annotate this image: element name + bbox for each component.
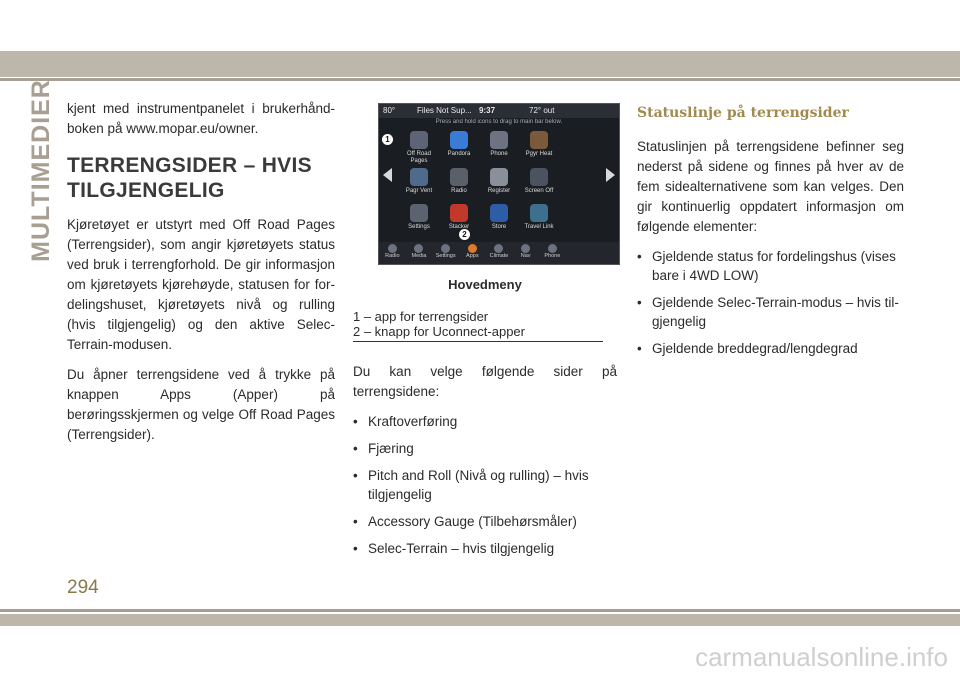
- list-intro: Du kan velge følgende sider på terrengsidene:: [353, 364, 617, 399]
- app-tile-icon: [570, 204, 588, 222]
- app-tile-icon: [450, 131, 468, 149]
- paragraph-status-bar: Statuslinjen på terrengsidene befinner seg nederst på sidene og finnes på hver av de fem sidealternativene som kan velges. Den gir kontinuerlig oppdatert informasjon om følgende elementer:: [637, 139, 904, 234]
- list-item: • Pitch and Roll (Nivå og rulling) – hvis tilgjengelig: [353, 466, 617, 504]
- dock-item[interactable]: [539, 242, 566, 264]
- header-band: [0, 51, 960, 77]
- list-item: • Gjeldende status for fordelingshus (vises bare i 4WD LOW): [637, 247, 904, 285]
- app-tile-icon: [570, 131, 588, 149]
- column-right: [637, 99, 904, 366]
- callout-2: 2: [459, 229, 470, 240]
- list-item: • Fjæring: [353, 439, 617, 458]
- figure-caption: Hovedmeny: [448, 277, 522, 292]
- watermark: carmanualsonline.info: [695, 642, 948, 672]
- app-tile-icon: [410, 131, 428, 149]
- screen-status-bar: [379, 104, 619, 118]
- list-item: • Selec-Terrain – hvis tilgjengelig: [353, 539, 617, 558]
- callout-1: 1: [382, 134, 393, 145]
- dock-item-label: Nav: [520, 253, 531, 259]
- intro-text: kjent med instrumentpanelet i brukerhåndboken på www.mopar.eu/owner.: [67, 101, 335, 136]
- pages-list: [353, 412, 617, 558]
- app-tile[interactable]: [519, 201, 559, 237]
- screen-arrow-left-icon: [383, 168, 392, 182]
- paragraph-off-road-pages: Kjøretøyet er utstyrt med Off Road Pages (Terrengsider), som angir kjøretøyets status ved bruk i terrengforhold. De gir informasjon om kjøretøyets kjørehøyde, statusen for fordelingshuset, kjøretøyets nivå og rulling (hvis tilgjengelig) og den aktive Selec-Terrain-modusen.: [67, 217, 335, 352]
- screen-clock: 9:37: [479, 106, 496, 115]
- dock-item-label: Apps: [466, 253, 479, 259]
- app-tile-icon: [450, 168, 468, 186]
- app-tile-icon: [410, 204, 428, 222]
- app-tile-icon: [450, 204, 468, 222]
- dock-item-label: Climate: [489, 253, 509, 259]
- screen-temp-left: 80°: [383, 106, 396, 115]
- app-tile-icon: [410, 168, 428, 186]
- app-tile[interactable]: [399, 201, 439, 237]
- section-heading-line1: TERRENGSIDER – HVIS: [67, 154, 312, 177]
- dock-item-label: Media: [411, 253, 427, 259]
- app-tile: [559, 128, 599, 165]
- app-tile-icon: [530, 131, 548, 149]
- app-tile[interactable]: [479, 128, 519, 165]
- app-tile-label: Settings: [408, 223, 430, 230]
- dock-item[interactable]: [406, 242, 433, 264]
- dock-item-icon: [441, 244, 450, 253]
- app-tile[interactable]: [479, 165, 519, 201]
- app-tile[interactable]: [439, 128, 479, 165]
- dock-item-icon: [468, 244, 477, 253]
- uconnect-screen-figure: [378, 103, 620, 265]
- app-tile-label: Screen Off: [524, 188, 554, 194]
- list-item: • Gjeldende breddegrad/lengdegrad: [637, 339, 904, 358]
- header-rule: [0, 78, 960, 81]
- dock-item-label: Radio: [385, 253, 400, 259]
- dock-item-icon: [494, 244, 503, 253]
- screen-media-status: Files Not Sup...: [417, 106, 472, 115]
- dock-item-icon: [521, 244, 530, 253]
- app-tile-icon: [530, 168, 548, 186]
- dock-item-label: Settings: [435, 253, 456, 259]
- paragraph-open-pages: Du åpner terrengsidene ved å trykke på knappen Apps (Apper) på berøringsskjermen og velge Off Road Pages (Terrengsider).: [67, 367, 335, 442]
- page-header: [0, 0, 960, 83]
- list-item: • Accessory Gauge (Tilbehørsmåler): [353, 512, 617, 531]
- figure-legend: [353, 309, 603, 342]
- app-tile[interactable]: [519, 165, 559, 201]
- app-tile-icon: [530, 204, 548, 222]
- page-number: 294: [67, 577, 99, 598]
- dock-item-icon: [388, 244, 397, 253]
- app-tile-label: Pgyr Heat: [525, 151, 553, 157]
- dock-item[interactable]: [512, 242, 539, 264]
- list-item: • Kraftoverføring: [353, 412, 617, 431]
- column-middle: [353, 99, 617, 566]
- app-tile-label: Store: [491, 223, 507, 230]
- app-tile[interactable]: [519, 128, 559, 165]
- app-tile-label: Pagr Vent: [405, 188, 433, 194]
- column-left: [67, 99, 335, 455]
- app-grid: [399, 128, 599, 236]
- app-tile[interactable]: [479, 201, 519, 237]
- dock-item-icon: [548, 244, 557, 253]
- page-footer: [0, 609, 960, 626]
- app-tile[interactable]: [399, 165, 439, 201]
- screen-temp-out: 72° out: [529, 106, 555, 115]
- list-item: • Gjeldende Selec-Terrain-modus – hvis tilgjengelig: [637, 293, 904, 331]
- dock-item-label: Phone: [544, 253, 561, 259]
- dock-item[interactable]: [459, 242, 486, 264]
- app-tile-label: Phone: [490, 151, 508, 157]
- dock-item[interactable]: [432, 242, 459, 264]
- app-tile-label: Travel Link: [524, 223, 554, 230]
- legend-item-1: 1 – app for terrengsider: [353, 309, 489, 324]
- app-tile[interactable]: [439, 165, 479, 201]
- app-tile-icon: [570, 168, 588, 186]
- status-list: [637, 247, 904, 358]
- section-side-label: [26, 78, 56, 262]
- app-dock: [379, 242, 619, 264]
- dock-item[interactable]: [379, 242, 406, 264]
- section-heading-line2: TILGJENGELIG: [67, 179, 225, 202]
- app-tile: [559, 201, 599, 237]
- app-tile-label: Radio: [451, 188, 467, 194]
- dock-item[interactable]: [486, 242, 513, 264]
- app-tile-icon: [490, 204, 508, 222]
- dock-item-icon: [414, 244, 423, 253]
- section-heading: [67, 153, 335, 203]
- screen-hint: Press and hold icons to drag to main bar below.: [435, 119, 563, 125]
- app-tile-label: Off Road Pages: [407, 151, 431, 164]
- legend-item-2: 2 – knapp for Uconnect-apper: [353, 324, 525, 339]
- section-side-label-text: MULTIMEDIER: [26, 78, 55, 262]
- app-tile-icon: [490, 131, 508, 149]
- screen-arrow-right-icon: [606, 168, 615, 182]
- app-tile: [559, 165, 599, 201]
- app-tile-label: Register: [487, 188, 511, 194]
- subheading-status-bar: Statuslinje på terrengsider: [637, 105, 849, 121]
- app-tile-label: Pandora: [447, 151, 471, 157]
- app-tile[interactable]: [399, 128, 439, 165]
- app-tile-label: Stacker: [448, 223, 470, 230]
- app-tile-icon: [490, 168, 508, 186]
